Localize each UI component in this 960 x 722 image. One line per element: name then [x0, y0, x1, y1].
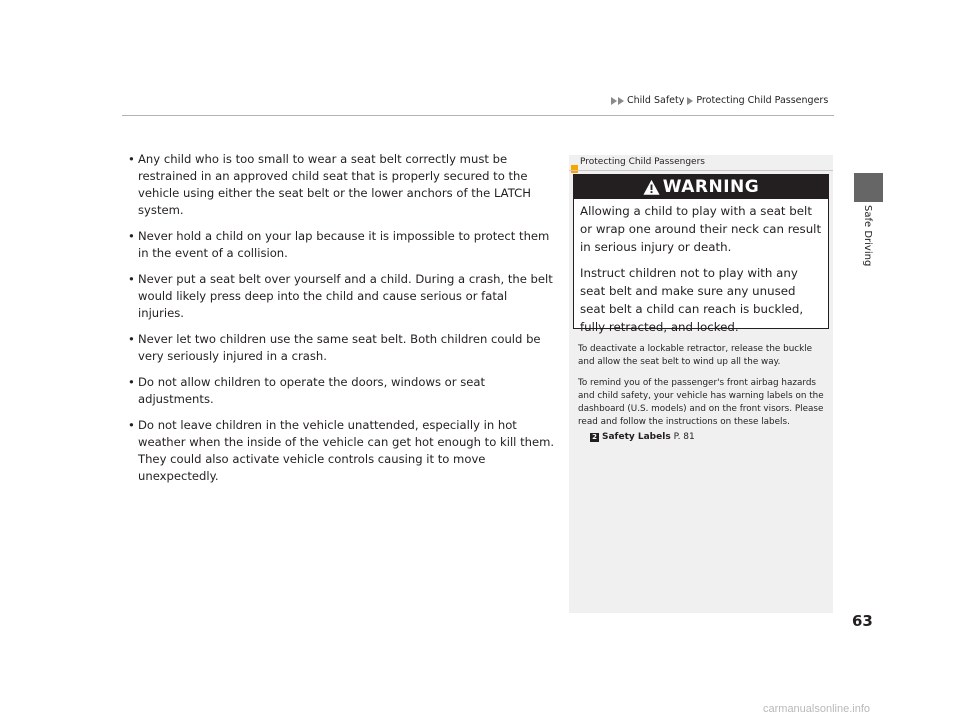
reference-icon: 2 — [590, 433, 599, 442]
list-item — [128, 151, 556, 219]
list-item — [128, 331, 556, 365]
arrow-icon — [618, 97, 624, 105]
bullet-text: Never let two children use the same seat belt. Both children could be very seriously injured in a crash. — [138, 332, 541, 363]
bullet-text: Do not allow children to operate the doors, windows or seat adjustments. — [138, 375, 486, 406]
bullet-text: Never put a seat belt over yourself and a child. During a crash, the belt would likely press deep into the child and cause serious or fatal injuries. — [138, 272, 553, 320]
page-number: 63 — [852, 612, 873, 630]
safety-bullet-list — [128, 151, 556, 494]
breadcrumb — [611, 95, 828, 106]
warning-paragraph: Allowing a child to play with a seat belt or wrap one around their neck can result in serious injury or death. — [580, 204, 822, 254]
sidebar-notes — [578, 343, 830, 444]
warning-box — [573, 174, 829, 334]
warning-header — [574, 175, 828, 199]
warning-title: WARNING — [662, 177, 760, 197]
bullet-text: Any child who is too small to wear a seat belt correctly must be restrained in an approved child seat that is properly secured to the vehicle using either the seat belt or the lower anchors of the LATCH system. — [138, 152, 531, 217]
breadcrumb-subsection[interactable]: Protecting Child Passengers — [696, 95, 829, 106]
notes-sidebar — [569, 155, 833, 613]
warning-icon — [643, 179, 660, 196]
bullet-icon: • — [128, 418, 135, 432]
list-item — [128, 374, 556, 408]
warning-paragraph: Instruct children not to play with any seat belt and make sure any unused seat belt a child can reach is buckled, fully retracted, and locked. — [580, 266, 804, 334]
note-paragraph: To remind you of the passenger's front airbag hazards and child safety, your vehicle has warning labels on the dashboard (U.S. models) and on the front visors. Please read and follow the instructions on these labels. — [578, 378, 824, 427]
breadcrumb-section[interactable]: Child Safety — [627, 95, 685, 106]
list-item — [128, 271, 556, 322]
list-item — [128, 417, 556, 485]
header-divider — [122, 115, 834, 116]
section-tab-label: Safe Driving — [862, 205, 873, 267]
bullet-icon: • — [128, 375, 135, 389]
bullet-text: Do not leave children in the vehicle unattended, especially in hot weather when the inside of the vehicle can get hot enough to kill them. They could also activate vehicle controls causing it to move unexpectedly. — [138, 418, 555, 483]
list-item — [128, 228, 556, 262]
watermark-logo[interactable]: carmanualsonline.info — [763, 703, 871, 715]
bullet-icon: • — [128, 332, 135, 346]
arrow-icon — [687, 97, 693, 105]
sidebar-divider — [569, 170, 833, 171]
bullet-icon: • — [128, 152, 135, 166]
note-paragraph: To deactivate a lockable retractor, release the buckle and allow the seat belt to wind up all the way. — [578, 344, 813, 367]
note-number-icon — [571, 165, 578, 173]
cross-reference-link[interactable] — [590, 431, 830, 444]
warning-body — [574, 199, 828, 336]
bullet-icon: • — [128, 229, 135, 243]
section-tab[interactable] — [854, 173, 883, 202]
bullet-icon: • — [128, 272, 135, 286]
arrow-icon — [611, 97, 617, 105]
xref-page: P. 81 — [673, 432, 695, 442]
xref-title: Safety Labels — [602, 432, 671, 442]
bullet-text: Never hold a child on your lap because it is impossible to protect them in the event of a collision. — [138, 229, 550, 260]
sidebar-heading-text: Protecting Child Passengers — [580, 157, 705, 167]
